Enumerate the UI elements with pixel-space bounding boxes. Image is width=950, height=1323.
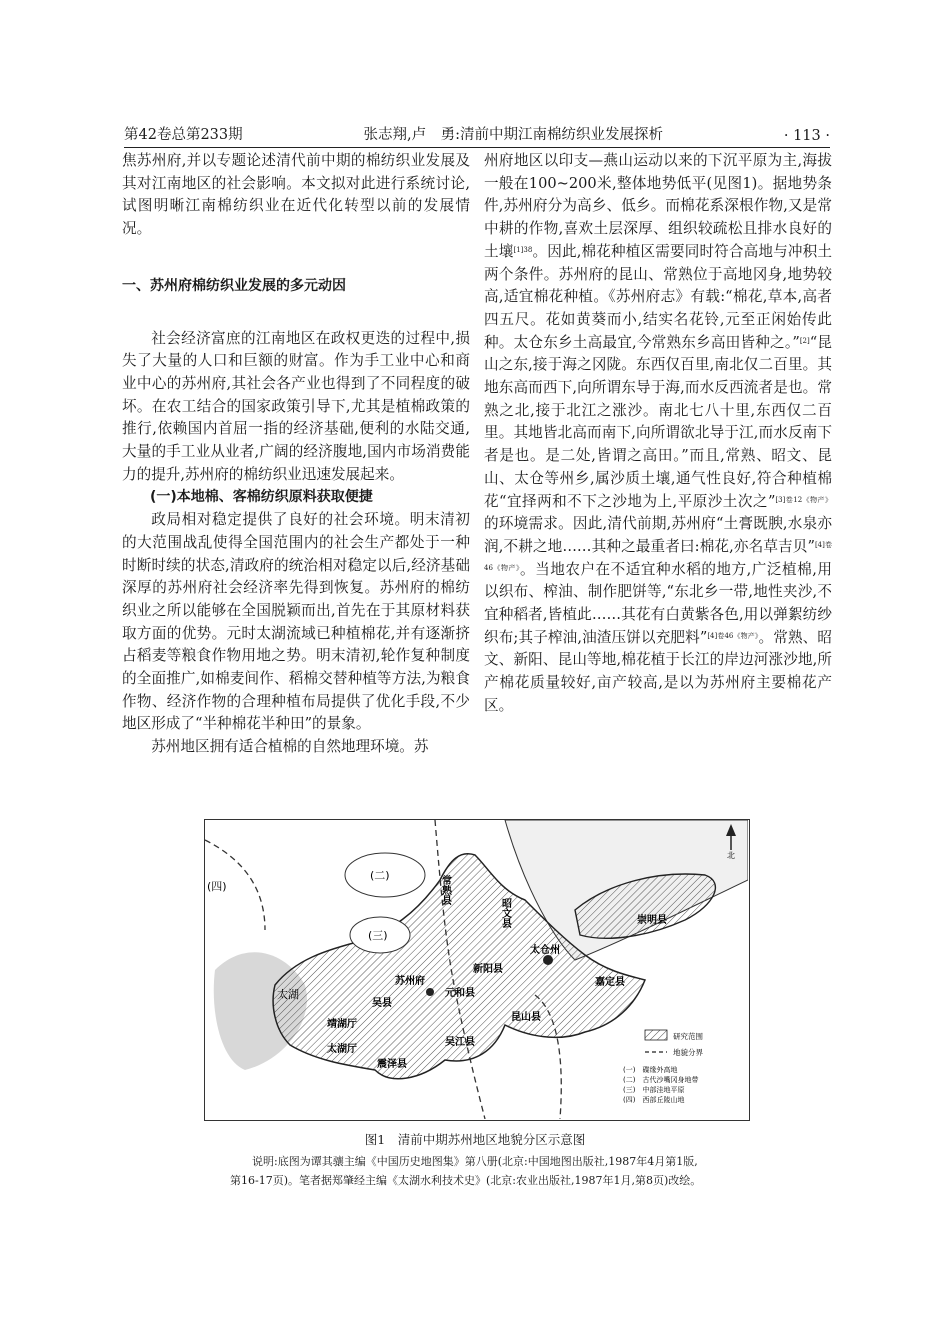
citation[interactable]: [4]卷46《物产》 (484, 540, 832, 572)
lake-label: 太湖 (277, 988, 299, 1001)
place-label: 靖湖厅 (327, 1019, 357, 1030)
citation[interactable]: [1]38 (513, 245, 533, 254)
place-label: 苏州府 (395, 976, 425, 987)
place-label: 吴江县 (445, 1037, 475, 1048)
place-label: 昭文县 (499, 898, 511, 928)
place-label: 新阳县 (473, 964, 503, 975)
citation[interactable]: [2] (799, 336, 810, 345)
intro-paragraph: 焦苏州府,并以专题论述清代前中期的棉纺织业发展及其对江南地区的社会影响。本文拟对此进行系统讨论,试图明晰江南棉纺织业在近代化转型以前的发展情况。 (122, 152, 470, 238)
svg-text:地貌分界: 地貌分界 (673, 1048, 703, 1057)
section-heading: 一、苏州府棉纺织业发展的多元动因 (122, 277, 346, 294)
svg-text:(二) 古代沙嘴冈身地带: (二) 古代沙嘴冈身地带 (623, 1076, 699, 1084)
north-label: 北 (727, 851, 735, 860)
figure-caption: 图1 清前中期苏州地区地貌分区示意图 (364, 1132, 586, 1147)
running-header (124, 122, 830, 148)
place-label: 太湖厅 (327, 1044, 357, 1055)
right-column (484, 150, 832, 718)
citation[interactable]: [4]卷46《物产》 (707, 631, 759, 640)
body-paragraph: 政局相对稳定提供了良好的社会环境。明末清初的大范围战乱使得全国范围内的社会生产都处于一种时断时续的状态,清政府的统治相对稳定以后,经济基础深厚的苏州府社会经济率先得到恢复。苏州府的棉纺织业之所以能够在全国脱颖而出,首先在于其原材料获取方面的优势。元时太湖流域已种植棉花,并有逐渐挤占稻麦等粮食作物用地之势。明末清初,轮作复种制度的全面推广,如棉麦间作、稻棉交替种植等方法,为粮食作物、经济作物的合理种植布局提供了优化手段,不少地区形成了“半种棉花半种田”的景象。 (122, 511, 470, 733)
citation[interactable]: [3]卷12《物产》 (775, 495, 832, 504)
running-title: 张志翔,卢 勇:清前中期江南棉纺织业发展探析 (363, 127, 663, 143)
body-paragraph: 州府地区以印支—燕山运动以来的下沉平原为主,海拔一般在100~200米,整体地势低平(见图1)。据地势条件,苏州府分为高乡、低乡。而棉花系深根作物,又是常中耕的作物,喜欢土层深厚、组织较疏松且排水良好的土壤$^{[1]38}$。因此,棉花种植区需要同时符合高地与冲积土两个条件。苏州府的昆山、常熟位于高地冈身,地势较高,适宜棉花种植。《苏州府志》有载:“棉花,草本,高者四五尺。花如黄葵而小,结实名花铃,元至正闲始传此种。太仓东乡土高最宜,今常熟东乡高田皆种之。”[2]“昆山之东,接于海之冈陇。东西仅百里,南北仅二百里。其地东高而西下,向所谓东导于海,而水反西流者是也。常熟之北,接于北江之涨沙。南北七八十里,东西仅二百里。其地皆北高而南下,向所谓欲北导于江,而水反南下者是也。是二处,皆谓之高田。”而且,常熟、昭文、昆山、太仓等州乡,属沙质土壤,通气性良好,符合种植棉花“宜择两和不下之沙地为上,平原沙土次之”$^{[3]卷12《物产》}$的环境需求。因此,清代前期,苏州府“土膏既腴,水泉亦润,不耕之地……其种之最重者曰:棉花,亦名草吉贝”$^{[4]卷46《物产》}$。当地农户在不适宜种水稻的地方,广泛植棉,用以织布、榨油、制作肥饼等,“东北乡一带,地性夹沙,不宜种稻者,皆植此……其花有白黄紫各色,用以弹絮纺纱织布;其子榨油,油渣压饼以充肥料”$^{[4]卷46《物产》}$。常熟、昭文、新阳、昆山等地,棉花植于长江的岸边河涨沙地,所产棉花质量较好,亩产较高,是以为苏州府主要棉花产区。 (484, 152, 832, 714)
place-label: 嘉定县 (595, 977, 625, 988)
place-label: 震泽县 (377, 1059, 407, 1070)
svg-text:(三) 中部洼地平原: (三) 中部洼地平原 (623, 1086, 685, 1094)
region-label: (三) (368, 929, 388, 942)
place-label: 常熟县 (439, 875, 451, 905)
region-label: (二) (370, 869, 390, 882)
place-label: 太仓州 (530, 945, 560, 956)
map-legend (623, 1030, 703, 1104)
place-label: 昆山县 (511, 1012, 541, 1023)
place-label: 元和县 (445, 988, 475, 999)
page-number: · 113 · (783, 128, 830, 144)
place-label: 崇明县 (637, 915, 667, 926)
figure-map (204, 819, 750, 1121)
body-paragraph: 社会经济富庶的江南地区在政权更迭的过程中,损失了大量的人口和巨额的财富。作为手工业中心和商业中心的苏州府,其社会各产业也得到了不同程度的破坏。在农工结合的国家政策引导下,尤其是植棉政策的推行,依赖国内首屈一指的经济基础,便利的水陆交通,大量的手工业从业者,广阔的经济腹地,国内市场消费能力的提升,苏州府的棉纺织业迅速发展起来。 (122, 329, 470, 483)
body-paragraph: 苏州地区拥有适合植棉的自然地理环境。苏 (151, 738, 429, 756)
region-label: (四) (207, 880, 227, 893)
svg-text:研究范围: 研究范围 (673, 1032, 703, 1041)
svg-text:(四) 西部丘陵山地: (四) 西部丘陵山地 (623, 1096, 685, 1104)
svg-text:(一) 碟缘外高地: (一) 碟缘外高地 (623, 1066, 678, 1074)
left-column (122, 150, 470, 759)
subsection-heading: (一)本地棉、客棉纺织原料获取便捷 (150, 489, 373, 506)
map-svg (205, 820, 748, 1119)
place-label: 吴县 (372, 998, 392, 1009)
figure-note: 说明:底图为谭其骧主编《中国历史地图集》第八册(北京:中国地图出版社,1987年4月第1版, 第16-17页)。笔者据郑肇经主编《太湖水利技术史》(北京:农业出版社,1987年1月,第8页)改绘。 (230, 1155, 702, 1187)
journal-issue: 第42卷总第233期 (124, 127, 243, 143)
